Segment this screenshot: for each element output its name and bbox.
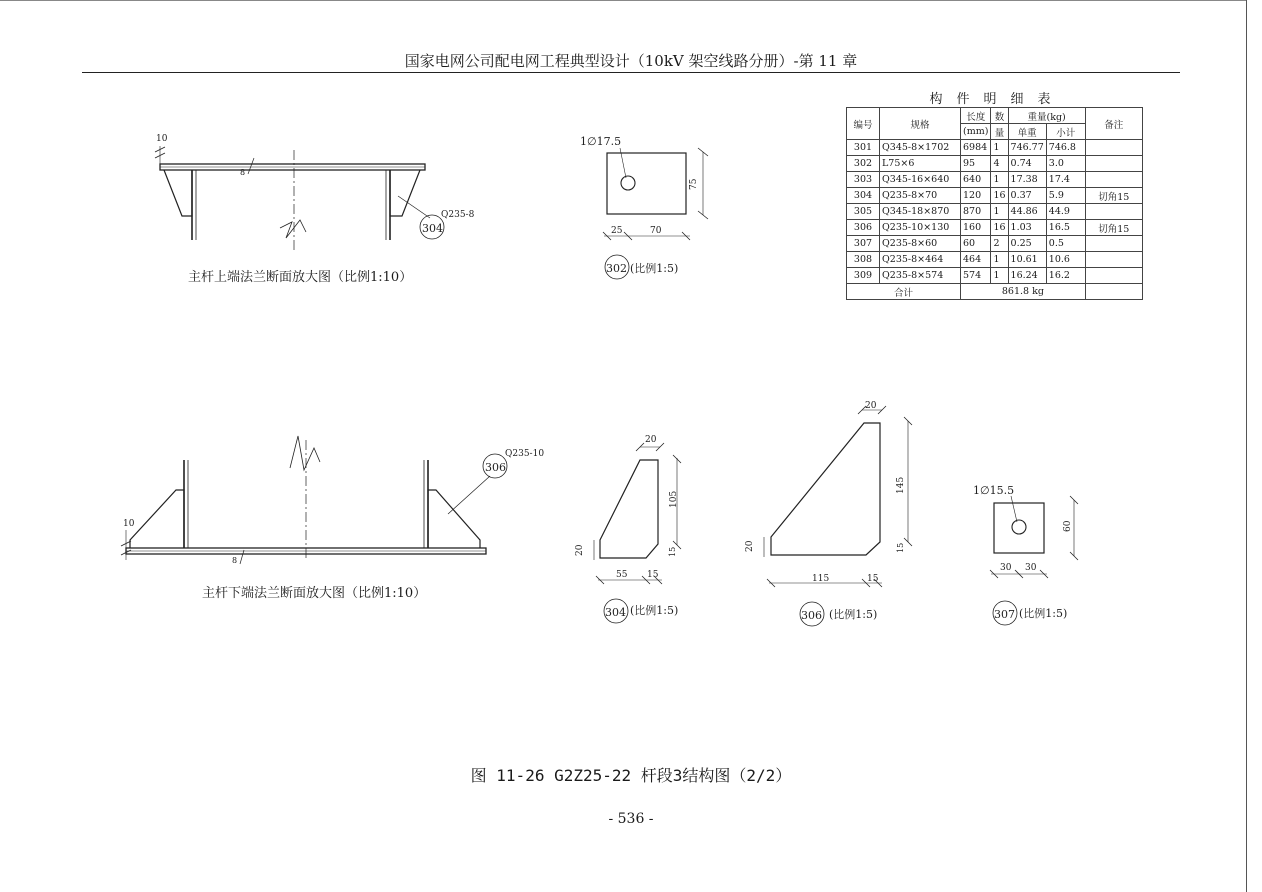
cell-note bbox=[1085, 268, 1142, 284]
cell-no: 307 bbox=[847, 236, 880, 252]
bom-col-length: 长度 bbox=[961, 108, 991, 124]
cell-qty: 2 bbox=[991, 236, 1008, 252]
bom-col-length-unit: (mm) bbox=[961, 124, 991, 140]
cell-spec: Q235-8×70 bbox=[880, 188, 961, 204]
bom-col-weight: 重量(kg) bbox=[1008, 108, 1085, 124]
cell-unit-weight: 16.24 bbox=[1008, 268, 1046, 284]
cell-length: 640 bbox=[961, 172, 991, 188]
part-306-dim-corner: 15 bbox=[867, 574, 879, 584]
part-306-scale: (比例1:5) bbox=[829, 608, 878, 621]
bottom-dim-thickness: 10 bbox=[123, 519, 135, 529]
cell-spec: Q235-8×60 bbox=[880, 236, 961, 252]
cell-spec: Q235-8×464 bbox=[880, 252, 961, 268]
part-304-label: 304 bbox=[605, 606, 626, 619]
cell-no: 304 bbox=[847, 188, 880, 204]
cell-length: 870 bbox=[961, 204, 991, 220]
top-stiffener-right bbox=[390, 170, 420, 216]
part-307-hole bbox=[1012, 520, 1026, 534]
cell-note bbox=[1085, 252, 1142, 268]
top-stiffener-left bbox=[164, 170, 192, 216]
top-flange-caption: 主杆上端法兰断面放大图（比例1:10） bbox=[188, 270, 413, 285]
cell-qty: 4 bbox=[991, 156, 1008, 172]
cell-length: 160 bbox=[961, 220, 991, 236]
cell-qty: 1 bbox=[991, 268, 1008, 284]
cell-spec: Q345-16×640 bbox=[880, 172, 961, 188]
top-flange-drawing bbox=[155, 134, 475, 250]
bom-col-note: 备注 bbox=[1085, 108, 1142, 140]
part-306-dim-base: 115 bbox=[812, 574, 830, 584]
part-304-dim-base: 55 bbox=[616, 570, 628, 580]
part-307-dim-b: 30 bbox=[1025, 563, 1037, 573]
part-306-dim-top: 20 bbox=[865, 401, 877, 411]
cell-unit-weight: 17.38 bbox=[1008, 172, 1046, 188]
cell-subtotal: 17.4 bbox=[1046, 172, 1085, 188]
cell-no: 301 bbox=[847, 140, 880, 156]
cell-spec: L75×6 bbox=[880, 156, 961, 172]
top-weld-size: 8 bbox=[240, 168, 246, 177]
cell-unit-weight: 0.74 bbox=[1008, 156, 1046, 172]
page-number: - 536 - bbox=[608, 811, 654, 827]
cell-subtotal: 16.5 bbox=[1046, 220, 1085, 236]
cell-length: 6984 bbox=[961, 140, 991, 156]
part-306-dim-chamfer: 15 bbox=[896, 542, 905, 553]
cell-spec: Q345-18×870 bbox=[880, 204, 961, 220]
cell-length: 464 bbox=[961, 252, 991, 268]
bottom-stiffener-left bbox=[130, 490, 184, 548]
bom-total-row bbox=[847, 284, 1143, 300]
cell-no: 305 bbox=[847, 204, 880, 220]
part-306-dim-height: 145 bbox=[896, 476, 906, 494]
table-row bbox=[847, 268, 1143, 284]
cell-qty: 1 bbox=[991, 252, 1008, 268]
part-306-plate bbox=[771, 423, 880, 555]
part-304-dim-chamfer: 15 bbox=[668, 546, 677, 557]
cell-note bbox=[1085, 140, 1142, 156]
part-302-drawing bbox=[580, 135, 708, 279]
top-break-line bbox=[280, 220, 306, 238]
table-row bbox=[847, 204, 1143, 220]
cell-subtotal: 746.8 bbox=[1046, 140, 1085, 156]
top-callout-label: 304 bbox=[422, 222, 443, 235]
cell-no: 306 bbox=[847, 220, 880, 236]
part-302-dim-b: 70 bbox=[650, 226, 662, 236]
cell-note bbox=[1085, 236, 1142, 252]
part-304-dim-left: 20 bbox=[575, 544, 585, 556]
cell-length: 60 bbox=[961, 236, 991, 252]
cell-qty: 16 bbox=[991, 188, 1008, 204]
top-dim-thickness: 10 bbox=[156, 134, 168, 144]
cell-length: 120 bbox=[961, 188, 991, 204]
cell-no: 302 bbox=[847, 156, 880, 172]
cell-qty: 1 bbox=[991, 204, 1008, 220]
page-header: 国家电网公司配电网工程典型设计（10kV 架空线路分册）-第 11 章 bbox=[404, 52, 858, 70]
bottom-callout-material: Q235-10 bbox=[505, 449, 545, 459]
bom-total-note bbox=[1085, 284, 1142, 300]
table-row bbox=[847, 156, 1143, 172]
cell-subtotal: 10.6 bbox=[1046, 252, 1085, 268]
cell-spec: Q235-10×130 bbox=[880, 220, 961, 236]
bom-total-value: 861.8 kg bbox=[961, 284, 1086, 300]
part-304-dim-corner: 15 bbox=[647, 570, 659, 580]
cell-subtotal: 5.9 bbox=[1046, 188, 1085, 204]
cell-unit-weight: 10.61 bbox=[1008, 252, 1046, 268]
bottom-stiffener-right bbox=[428, 490, 480, 548]
bottom-break-line bbox=[290, 436, 320, 470]
cell-note: 切角15 bbox=[1085, 220, 1142, 236]
bom-total-label: 合计 bbox=[847, 284, 961, 300]
top-callout-material: Q235-8 bbox=[441, 210, 475, 220]
part-307-drawing bbox=[973, 484, 1078, 625]
cell-spec: Q235-8×574 bbox=[880, 268, 961, 284]
part-307-label: 307 bbox=[994, 608, 1015, 621]
table-row bbox=[847, 252, 1143, 268]
part-302-plate bbox=[607, 153, 686, 214]
bottom-weld-size: 8 bbox=[232, 556, 238, 565]
cell-note bbox=[1085, 172, 1142, 188]
cell-subtotal: 44.9 bbox=[1046, 204, 1085, 220]
table-row bbox=[847, 188, 1143, 204]
part-304-scale: (比例1:5) bbox=[630, 604, 679, 617]
cell-length: 574 bbox=[961, 268, 991, 284]
part-304-dim-top: 20 bbox=[645, 435, 657, 445]
bottom-callout-label: 306 bbox=[485, 461, 506, 474]
cell-unit-weight: 0.37 bbox=[1008, 188, 1046, 204]
bom-col-no: 编号 bbox=[847, 108, 880, 140]
part-304-drawing bbox=[575, 435, 681, 623]
part-307-hole-label: 1∅15.5 bbox=[973, 484, 1015, 497]
cell-subtotal: 3.0 bbox=[1046, 156, 1085, 172]
cell-qty: 1 bbox=[991, 140, 1008, 156]
bottom-flange-caption: 主杆下端法兰断面放大图（比例1:10） bbox=[202, 586, 427, 601]
bom-col-qty: 数 bbox=[991, 108, 1008, 124]
bom-table bbox=[846, 107, 1143, 300]
table-row bbox=[847, 172, 1143, 188]
cell-no: 303 bbox=[847, 172, 880, 188]
table-row bbox=[847, 236, 1143, 252]
cell-spec: Q345-8×1702 bbox=[880, 140, 961, 156]
cell-unit-weight: 1.03 bbox=[1008, 220, 1046, 236]
part-307-scale: (比例1:5) bbox=[1019, 607, 1068, 620]
cell-no: 309 bbox=[847, 268, 880, 284]
bom-col-qty-2: 量 bbox=[991, 124, 1008, 140]
bom-header-row bbox=[847, 108, 1143, 124]
part-306-label: 306 bbox=[801, 609, 822, 622]
part-307-plate bbox=[994, 503, 1044, 553]
cell-qty: 1 bbox=[991, 172, 1008, 188]
cell-unit-weight: 0.25 bbox=[1008, 236, 1046, 252]
part-307-dim-height: 60 bbox=[1063, 520, 1073, 532]
bom-col-subtotal: 小计 bbox=[1046, 124, 1085, 140]
table-row bbox=[847, 220, 1143, 236]
bom-col-unit-weight: 单重 bbox=[1008, 124, 1046, 140]
part-302-label: 302 bbox=[606, 262, 627, 275]
part-306-dim-left: 20 bbox=[745, 540, 755, 552]
cell-unit-weight: 44.86 bbox=[1008, 204, 1046, 220]
table-row bbox=[847, 140, 1143, 156]
part-302-hole bbox=[621, 176, 635, 190]
cell-unit-weight: 746.77 bbox=[1008, 140, 1046, 156]
cell-subtotal: 16.2 bbox=[1046, 268, 1085, 284]
cell-note bbox=[1085, 204, 1142, 220]
part-302-dim-a: 25 bbox=[611, 226, 623, 236]
cell-qty: 16 bbox=[991, 220, 1008, 236]
bom-table-title: 构件明细表 bbox=[929, 92, 1065, 107]
bottom-callout-leader bbox=[448, 476, 490, 514]
cell-note bbox=[1085, 156, 1142, 172]
part-307-dim-a: 30 bbox=[1000, 563, 1012, 573]
figure-title: 图 11-26 G2Z25-22 杆段3结构图（2/2） bbox=[470, 766, 792, 785]
part-304-plate bbox=[600, 460, 658, 558]
cell-no: 308 bbox=[847, 252, 880, 268]
cell-subtotal: 0.5 bbox=[1046, 236, 1085, 252]
part-302-hole-label: 1∅17.5 bbox=[580, 135, 622, 148]
bom-col-spec: 规格 bbox=[880, 108, 961, 140]
part-304-dim-height: 105 bbox=[669, 490, 679, 508]
cell-note: 切角15 bbox=[1085, 188, 1142, 204]
cell-length: 95 bbox=[961, 156, 991, 172]
part-302-scale: (比例1:5) bbox=[630, 262, 679, 275]
bottom-flange-drawing bbox=[121, 436, 544, 565]
part-306-drawing bbox=[745, 401, 912, 626]
part-302-dim-height: 75 bbox=[689, 178, 699, 190]
